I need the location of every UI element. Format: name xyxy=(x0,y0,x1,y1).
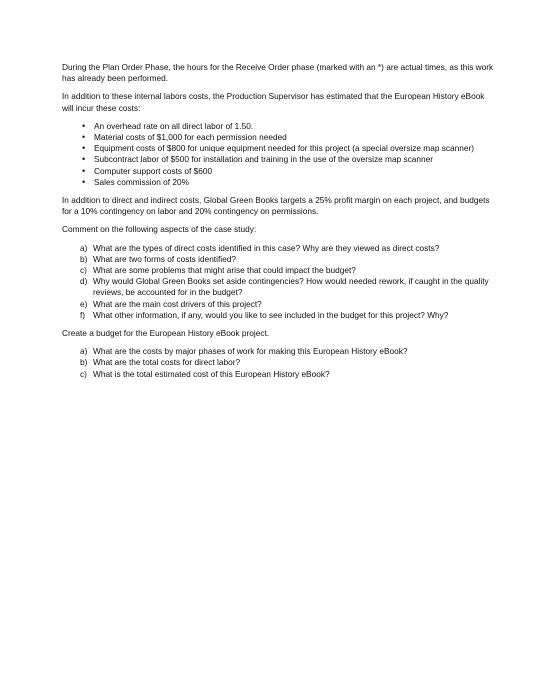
list-item xyxy=(80,276,495,298)
item-letter: f) xyxy=(80,309,86,320)
item-letter: c) xyxy=(80,265,87,276)
item-text: What are the types of direct costs identified in this case? Why are they viewed as direct costs? xyxy=(93,242,440,253)
item-letter: b) xyxy=(80,357,88,368)
list-item xyxy=(80,369,495,380)
list-item: • An overhead rate on all direct labor of 1.50. xyxy=(82,121,495,132)
item-letter: d) xyxy=(80,276,88,287)
list-item xyxy=(80,299,495,310)
item-letter: e) xyxy=(80,298,88,309)
list-item xyxy=(80,265,495,276)
list-item xyxy=(80,243,495,254)
list-item: • Sales commission of 20% xyxy=(82,177,495,188)
list-item xyxy=(80,346,495,357)
costs-intro-paragraph: In addition to these internal labors costs, the Production Supervisor has estimated that the European History eBook will incur these costs: xyxy=(62,91,485,113)
list-item xyxy=(80,357,495,368)
profit-paragraph: In addition to direct and indirect costs, Global Green Books targets a 25% profit margin on each project, and budgets for a 10% contingency on labor and 20% contingency on permissions. xyxy=(62,195,490,217)
item-letter: c) xyxy=(80,368,87,379)
budget-questions-list xyxy=(62,346,495,380)
cost-items-list xyxy=(62,121,495,188)
item-text: Why would Global Green Books set aside contingencies? How would needed rework, if caught in the quality reviews, be accounted for in the budget? xyxy=(93,276,489,298)
item-text: What are the total costs for direct labor? xyxy=(93,357,241,368)
budget-intro: Create a budget for the European History eBook project. xyxy=(62,328,270,339)
item-letter: a) xyxy=(80,242,88,253)
item-letter: a) xyxy=(80,346,88,357)
comment-questions-list xyxy=(62,243,495,321)
list-item: • Subcontract labor of $500 for installation and training in the use of the oversize map scanner xyxy=(82,154,495,165)
list-item: • Computer support costs of $600 xyxy=(82,166,495,177)
list-item: • Equipment costs of $800 for unique equipment needed for this project (a special oversize map scanner) xyxy=(82,143,495,154)
item-letter: b) xyxy=(80,253,88,264)
comment-intro: Comment on the following aspects of the case study: xyxy=(62,224,257,235)
item-text: What are the costs by major phases of work for making this European History eBook? xyxy=(93,346,408,357)
list-item xyxy=(80,310,495,321)
item-text: What other information, if any, would you like to see included in the budget for this project? Why? xyxy=(93,309,449,320)
item-text: What are some problems that might arise that could impact the budget? xyxy=(93,265,356,276)
item-text: What is the total estimated cost of this European History eBook? xyxy=(93,368,330,379)
item-text: What are two forms of costs identified? xyxy=(93,253,236,264)
list-item: • Material costs of $1,000 for each permission needed xyxy=(82,132,495,143)
item-text: What are the main cost drivers of this project? xyxy=(93,298,262,309)
intro-paragraph: During the Plan Order Phase, the hours for the Receive Order phase (marked with an *) are actual times, as this work has already been performed. xyxy=(62,62,494,84)
list-item xyxy=(80,254,495,265)
